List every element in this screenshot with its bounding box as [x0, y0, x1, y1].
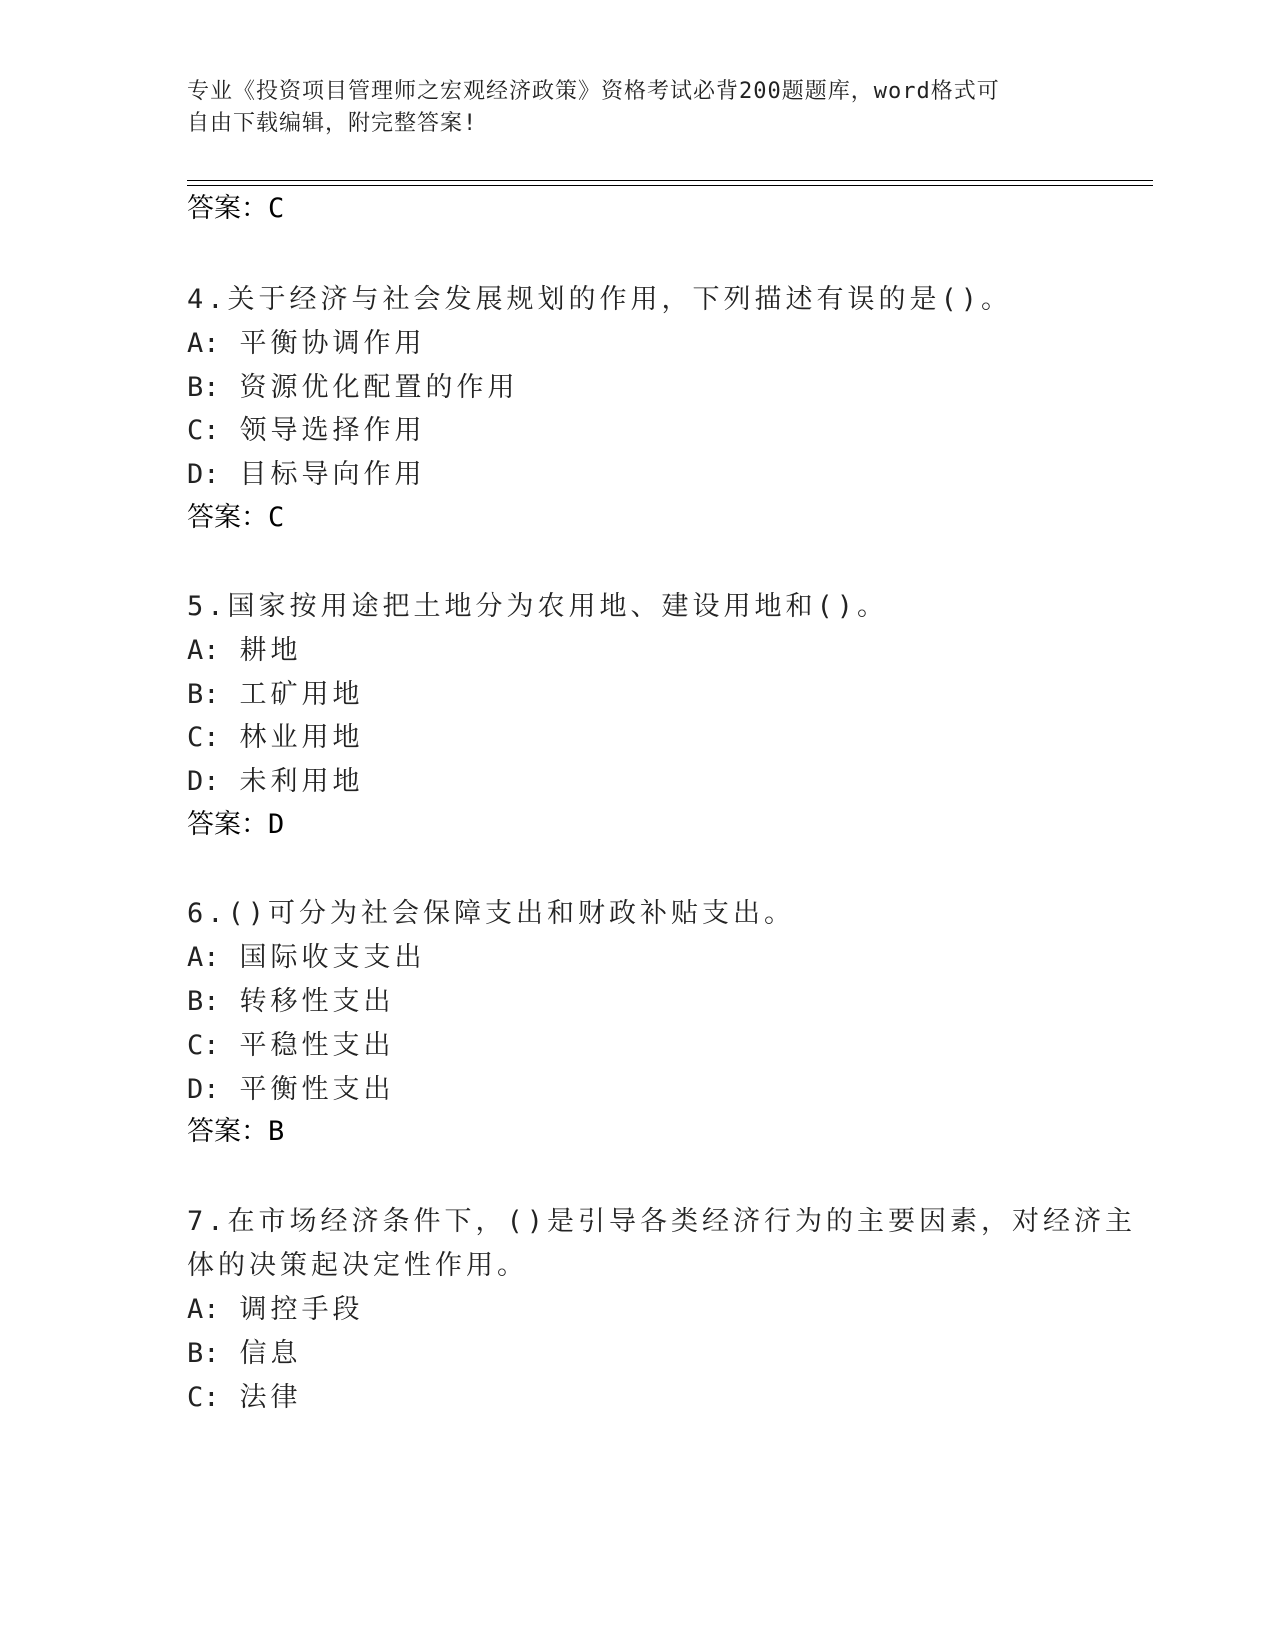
option-key: D:: [187, 766, 220, 797]
option-key: C:: [187, 1030, 220, 1061]
option-text: 林业用地: [239, 722, 364, 753]
answer-label: 答案：: [187, 1116, 268, 1147]
answer-value: B: [268, 1116, 285, 1147]
option-key: B:: [187, 372, 220, 403]
answer-line: [187, 808, 284, 842]
answer-line: [187, 192, 284, 226]
option-text: 转移性支出: [239, 986, 395, 1017]
option-key: C:: [187, 415, 220, 446]
option-text: 调控手段: [239, 1294, 364, 1325]
option-text: 目标导向作用: [239, 459, 426, 490]
option-text: 资源优化配置的作用: [239, 372, 519, 403]
page-header: [187, 76, 1067, 140]
option-c: [187, 721, 364, 755]
option-a: [187, 327, 426, 361]
option-key: D:: [187, 459, 220, 490]
option-d: [187, 765, 364, 799]
header-rule-bottom: [187, 185, 1153, 186]
option-text: 平衡协调作用: [239, 328, 426, 359]
question-stem-line-2: 体的决策起决定性作用。: [187, 1250, 528, 1281]
option-d: [187, 1073, 395, 1107]
option-text: 信息: [239, 1338, 302, 1369]
option-key: A:: [187, 942, 220, 973]
option-d: [187, 458, 426, 492]
option-b: [187, 678, 364, 712]
option-text: 未利用地: [239, 766, 364, 797]
option-key: A:: [187, 1294, 220, 1325]
answer-label: 答案：: [187, 502, 268, 533]
option-c: [187, 414, 426, 448]
option-c: [187, 1029, 395, 1063]
answer-value: C: [268, 502, 285, 533]
option-text: 平稳性支出: [239, 1030, 395, 1061]
question-stem-line-1: 7.在市场经济条件下，()是引导各类经济行为的主要因素，对经济主: [187, 1206, 1137, 1237]
option-key: D:: [187, 1074, 220, 1105]
answer-value: C: [268, 193, 285, 224]
option-a: [187, 1293, 364, 1327]
option-key: A:: [187, 635, 220, 666]
answer-value: D: [268, 809, 285, 840]
option-text: 国际收支支出: [239, 942, 426, 973]
option-b: [187, 985, 395, 1019]
option-a: [187, 634, 302, 668]
answer-line: [187, 1115, 284, 1149]
answer-line: [187, 501, 284, 535]
option-c: [187, 1381, 302, 1415]
option-a: [187, 941, 426, 975]
header-line-1: 专业《投资项目管理师之宏观经济政策》资格考试必背200题题库，word格式可: [187, 79, 1000, 104]
header-line-2: 自由下载编辑，附完整答案!: [187, 111, 478, 136]
header-rule-top: [187, 180, 1153, 181]
option-key: B:: [187, 986, 220, 1017]
answer-label: 答案：: [187, 809, 268, 840]
option-text: 耕地: [239, 635, 302, 666]
question-stem: 5.国家按用途把土地分为农用地、建设用地和()。: [187, 591, 889, 622]
question-stem: 4.关于经济与社会发展规划的作用，下列描述有误的是()。: [187, 284, 1013, 315]
option-text: 法律: [239, 1382, 302, 1413]
option-key: B:: [187, 1338, 220, 1369]
option-text: 工矿用地: [239, 679, 364, 710]
option-key: B:: [187, 679, 220, 710]
question-stem: 6.()可分为社会保障支出和财政补贴支出。: [187, 898, 796, 929]
option-key: A:: [187, 328, 220, 359]
option-key: C:: [187, 1382, 220, 1413]
option-key: C:: [187, 722, 220, 753]
option-b: [187, 1337, 302, 1371]
option-text: 平衡性支出: [239, 1074, 395, 1105]
answer-label: 答案：: [187, 193, 268, 224]
option-text: 领导选择作用: [239, 415, 426, 446]
option-b: [187, 371, 519, 405]
